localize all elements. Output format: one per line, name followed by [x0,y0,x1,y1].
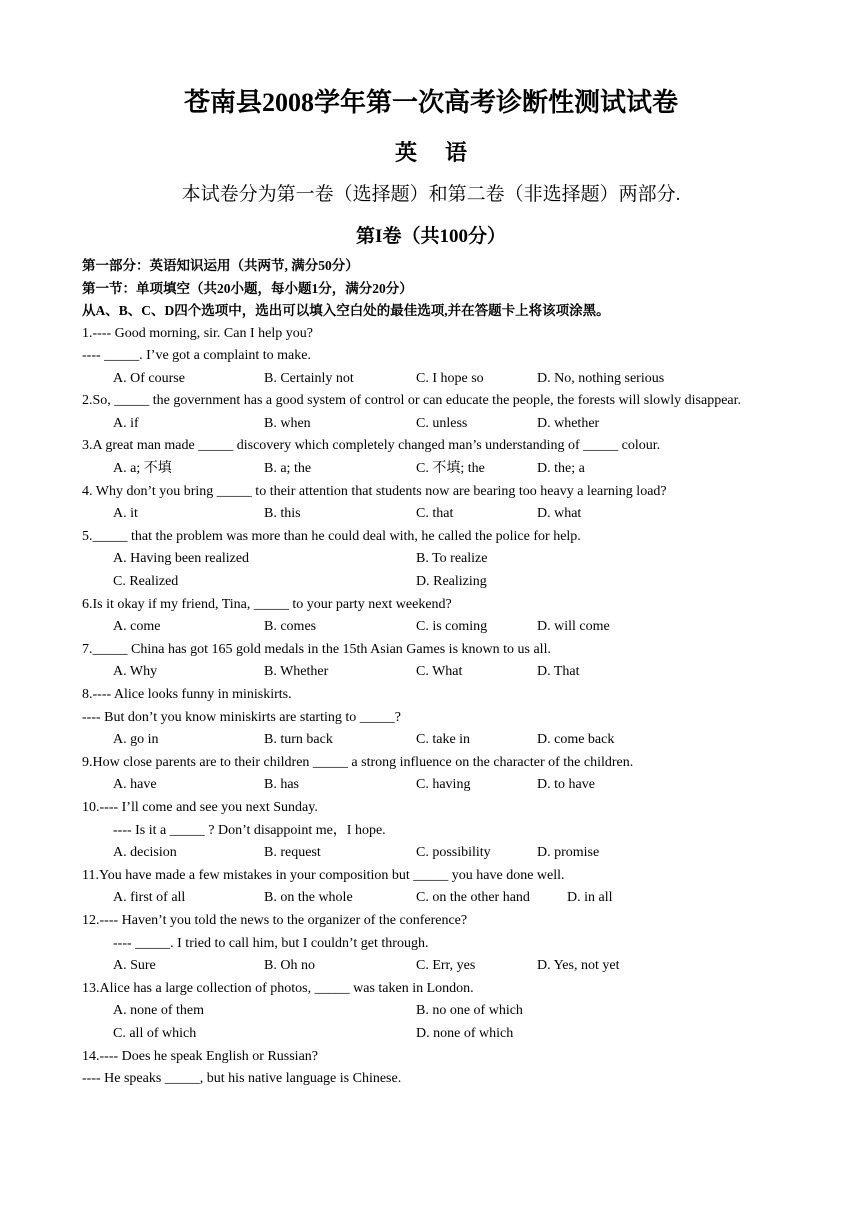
option-c: C. take in [416,732,471,748]
option-b: B. turn back [264,732,333,748]
question-text: 2.So, _____ the government has a good system of control or can educate the people, the forests will slowly disappear. [82,393,742,409]
option-c: C. possibility [416,845,491,861]
option-b: B. comes [264,619,317,635]
question-line: 6.Is it okay if my friend, Tina, _____ to your party next weekend? [82,596,452,612]
subject-heading: 英语 [394,140,495,165]
option-a: A. a; 不填 [113,461,172,477]
section-instruction: 从A、B、C、D四个选项中，选出可以填入空白处的最佳选项,并在答题卡上将该项涂黑。 [82,303,610,318]
option-row [82,503,780,526]
option-d: D. whether [537,415,600,431]
option-c: C. on the other hand [416,890,530,906]
question-line: 13.Alice has a large collection of photos, _____ was taken in London. [82,980,474,996]
question-line: ---- Is it a _____ ? Don’t disappoint me，I hope. [113,822,386,838]
option-d: D. to have [537,777,595,793]
option-c: C. unless [416,415,468,431]
option-d: D. in all [567,890,613,906]
question-line: 3.A great man made _____ discovery which completely changed man’s understanding of _____ colour. [82,438,661,454]
option-b: B. Whether [264,664,329,680]
question-line: ---- _____. I’ve got a complaint to make. [82,348,311,364]
option-b: B. no one of which [416,1003,523,1019]
option-c: C. all of which [113,1025,197,1041]
question-line: ---- _____. I tried to call him, but I couldn’t get through. [113,935,429,951]
option-c: C. Err, yes [416,958,476,974]
option-d: D. Yes, not yet [537,958,620,974]
question-line: 8.---- Alice looks funny in miniskirts. [82,687,292,702]
option-row [82,955,780,978]
section-heading: 第一节：单项填空（共20小题，每小题1分，满分20分） [82,280,413,296]
option-a: A. decision [113,845,177,861]
option-b: B. when [264,415,311,431]
option-a: A. first of all [113,890,186,906]
option-row [82,571,780,594]
exam-title: 苍南县2008学年第一次高考诊断性测试试卷 [183,88,678,117]
question-line: ---- He speaks _____, but his native language is Chinese. [82,1071,402,1087]
option-row [82,368,780,391]
option-row [82,1023,780,1046]
question-line: 9.How close parents are to their children _____ a strong influence on the character of the children. [82,754,634,770]
option-a: A. Sure [113,958,156,974]
option-row [82,887,780,910]
option-row [82,661,780,684]
option-row [82,1000,780,1023]
option-b: B. Oh no [264,958,315,974]
question-line: 10.---- I’ll come and see you next Sunday. [82,799,318,815]
question-line: 5._____ that the problem was more than he could deal with, he called the police for help. [82,528,581,544]
option-a: A. Of course [113,370,185,386]
option-row [82,458,780,481]
option-b: B. a; the [264,461,312,477]
part-heading: 第一部分：英语知识运用（共两节, 满分50分） [82,258,359,273]
option-a: A. none of them [113,1003,204,1019]
option-b: B. To realize [416,551,488,567]
question-line: 11.You have made a few mistakes in your composition but _____ you have done well. [82,867,565,883]
option-d: D. No, nothing serious [537,370,665,386]
option-row [82,616,780,639]
option-c: C. 不填; the [416,461,485,477]
volume-heading: 第I卷（共100分） [356,226,506,247]
option-d: D. the; a [537,461,585,477]
option-a: A. if [113,415,139,431]
question-line: 14.---- Does he speak English or Russian? [82,1048,319,1064]
option-d: D. That [537,664,580,680]
option-b: B. Certainly not [264,370,354,386]
option-a: A. have [113,777,157,793]
option-c: C. that [416,506,454,522]
option-d: D. will come [537,619,610,635]
option-d: D. promise [537,845,600,861]
option-row [82,729,780,752]
option-a: A. Having been realized [113,551,250,567]
option-d: D. none of which [416,1025,514,1041]
question-line: 12.---- Haven’t you told the news to the organizer of the conference? [82,912,468,928]
question-line: 4. Why don’t you bring _____ to their attention that students now are bearing too heavy a learning load? [82,483,667,499]
option-b: B. has [264,777,299,793]
option-a: A. go in [113,732,159,748]
question-line: ---- But don’t you know miniskirts are starting to _____? [82,709,401,725]
option-c: C. I hope so [416,370,484,386]
option-c: C. Realized [113,574,179,590]
option-c: C. is coming [416,619,488,635]
option-row [82,548,780,571]
option-a: A. it [113,506,138,522]
option-c: C. having [416,777,471,793]
option-c: C. What [416,664,463,680]
option-a: A. Why [113,664,158,680]
option-d: D. what [537,506,582,522]
question-line: 1.---- Good morning, sir. Can I help you? [82,325,313,341]
option-b: B. on the whole [264,890,353,906]
option-row [82,774,780,797]
option-d: D. Realizing [416,574,487,590]
option-row [82,413,780,436]
option-a: A. come [113,619,161,635]
exam-page [82,84,780,1091]
option-d: D. come back [537,732,615,748]
option-b: B. this [264,506,301,522]
option-b: B. request [264,845,321,861]
question-line: 7._____ China has got 165 gold medals in the 15th Asian Games is known to us all. [82,641,551,657]
option-row [82,842,780,865]
exam-intro: 本试卷分为第一卷（选择题）和第二卷（非选择题）两部分. [181,184,681,205]
